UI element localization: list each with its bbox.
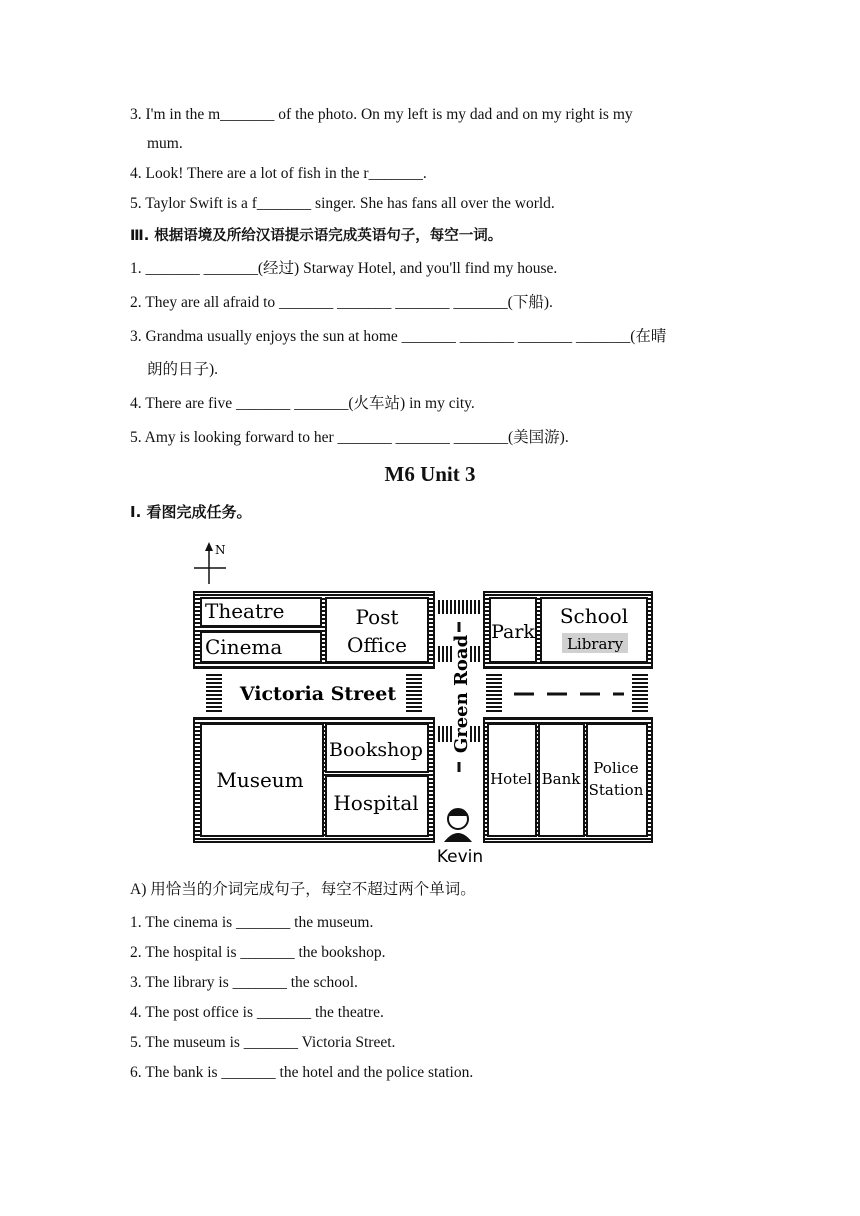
question-line: 2. They are all afraid to _______ _______ _______ _______(下船). (130, 294, 553, 311)
question-line: 1. The cinema is _______ the museum. (130, 914, 374, 931)
cinema-label: Cinema (205, 635, 283, 659)
question-line-continued: mum. (147, 135, 183, 152)
police-station-building (587, 724, 647, 836)
post-office-label: Post (355, 605, 399, 629)
green-road-label: Green Road (451, 634, 472, 754)
question-line: 4. The post office is _______ the theatre. (130, 1004, 384, 1021)
police-station-label: Station (588, 781, 644, 799)
question-line: 2. The hospital is _______ the bookshop. (130, 944, 386, 961)
bank-label: Bank (541, 770, 581, 788)
post-office-label: Office (346, 633, 408, 657)
question-line: 6. The bank is _______ the hotel and the police station. (130, 1064, 474, 1081)
unit-title: M6 Unit 3 (384, 462, 476, 486)
section-heading: Ⅰ. 看图完成任务。 (130, 503, 252, 521)
hotel-label: Hotel (490, 770, 532, 788)
police-station-label: Police (593, 759, 639, 777)
street-map (190, 538, 660, 868)
question-line: 5. The museum is _______ Victoria Street. (130, 1034, 396, 1051)
question-line-continued: 朗的日子). (147, 361, 219, 378)
theatre-label: Theatre (205, 599, 285, 623)
section-heading: Ⅲ. 根据语境及所给汉语提示语完成英语句子，每空一词。 (130, 228, 503, 244)
question-line: 5. Amy is looking forward to her _______ _______ _______(美国游). (130, 429, 569, 446)
question-line: 3. I'm in the m_______ of the photo. On my left is my dad and on my right is my (130, 106, 633, 123)
question-line: 4. Look! There are a lot of fish in the r_______. (130, 165, 427, 182)
victoria-street-label: Victoria Street (239, 683, 397, 705)
question-line: 4. There are five _______ _______(火车站) in my city. (130, 395, 475, 412)
library-label: Library (566, 635, 624, 653)
school-label: School (559, 604, 629, 628)
question-line: 1. _______ _______(经过) Starway Hotel, and you'll find my house. (130, 260, 558, 277)
museum-label: Museum (216, 768, 304, 792)
north-label: N (215, 543, 226, 557)
question-line: 3. The library is _______ the school. (130, 974, 358, 991)
hospital-label: Hospital (333, 791, 419, 815)
question-line: 5. Taylor Swift is a f_______ singer. She has fans all over the world. (130, 195, 555, 212)
kevin-label: Kevin (436, 847, 484, 867)
part-a-heading: A) 用恰当的介词完成句子，每空不超过两个单词。 (130, 881, 476, 898)
kevin-person-icon (444, 809, 472, 842)
park-label: Park (491, 621, 535, 643)
bookshop-label: Bookshop (329, 739, 423, 761)
question-line: 3. Grandma usually enjoys the sun at home _______ _______ _______ _______(在晴 (130, 328, 667, 345)
